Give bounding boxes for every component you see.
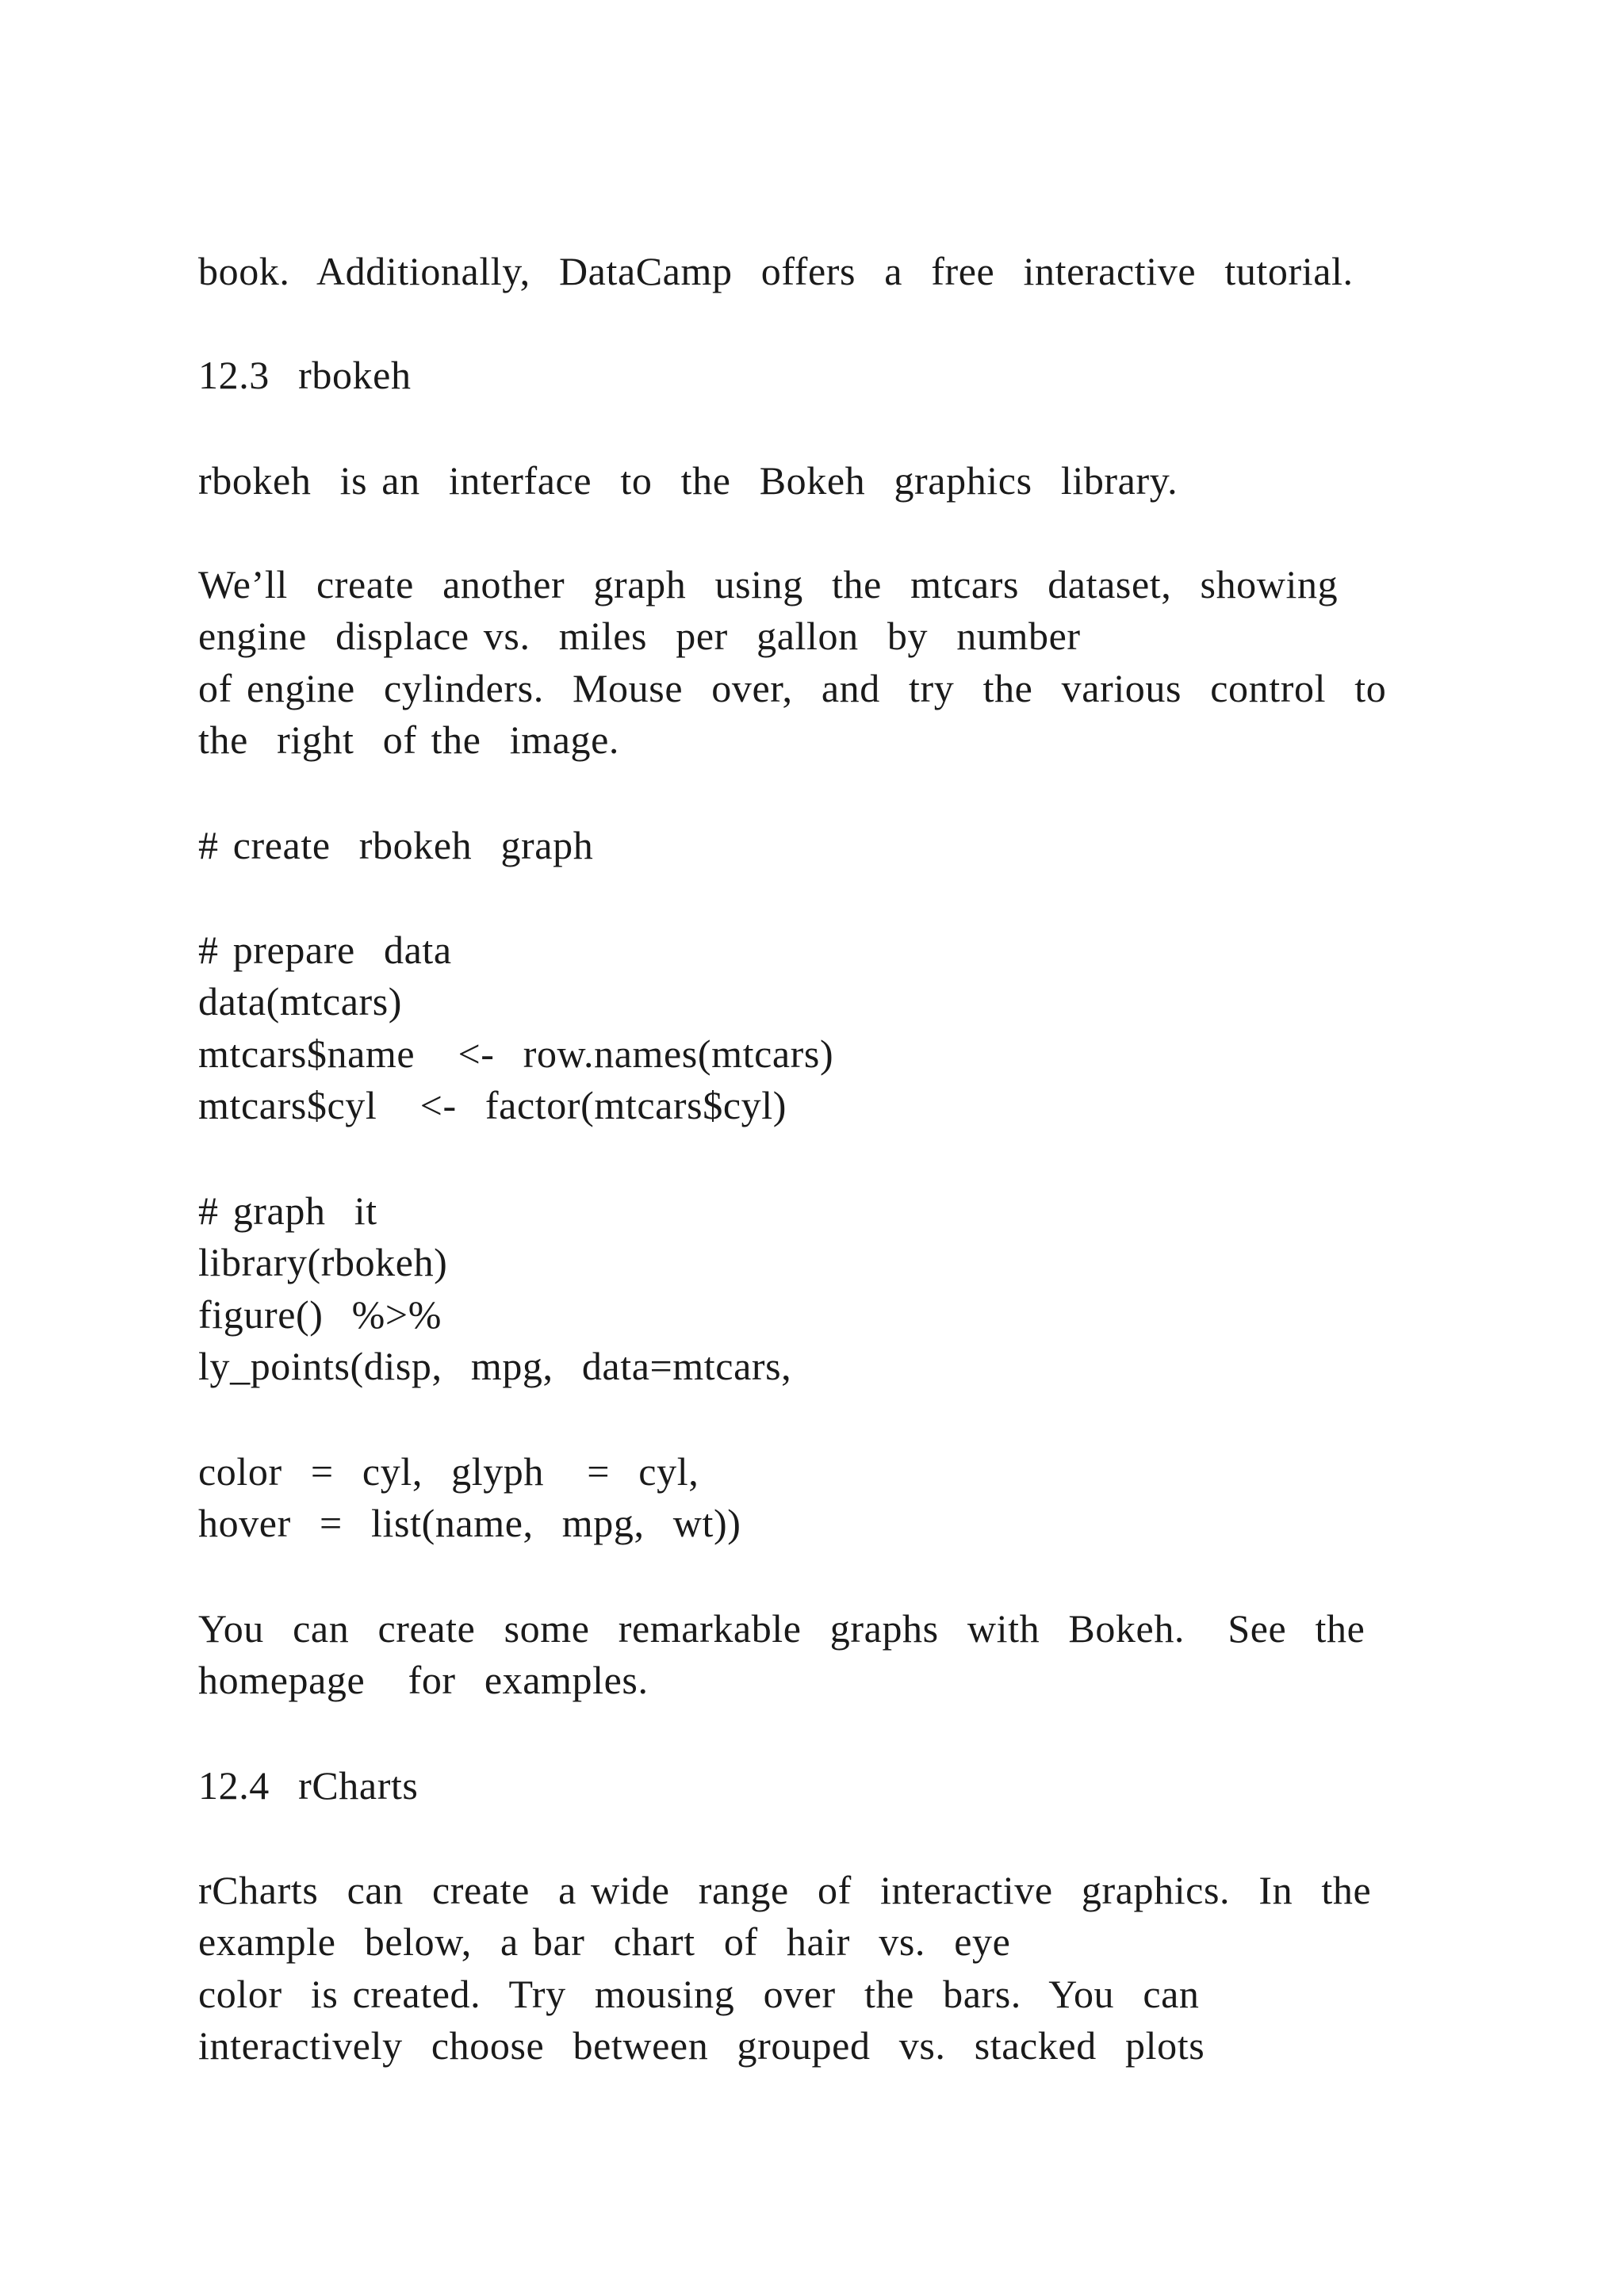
code-line: hover = list(name, mpg, wt)) (198, 1501, 741, 1545)
code-comment: # create rbokeh graph (198, 823, 594, 867)
text-line: example below, a bar chart of hair vs. eye (198, 1919, 1011, 1964)
code-line: mtcars$cyl <- factor(mtcars$cyl) (198, 1083, 787, 1127)
text-line: of engine cylinders. Mouse over, and try the various control to (198, 666, 1387, 710)
code-line: mtcars$name <- row.names(mtcars) (198, 1031, 834, 1076)
text-line: color is created. Try mousing over the bars. You can (198, 1972, 1200, 2016)
text-line: engine displace vs. miles per gallon by number (198, 614, 1081, 658)
text-line: rCharts can create a wide range of interactive graphics. In the (198, 1868, 1372, 1912)
text-line: You can create some remarkable graphs with Bokeh. See the (198, 1606, 1365, 1651)
text-line: book. Additionally, DataCamp offers a free interactive tutorial. (198, 249, 1354, 293)
text-line: homepage for examples. (198, 1658, 649, 1702)
text-line: We’ll create another graph using the mtcars dataset, showing (198, 562, 1339, 607)
section-heading: 12.3 rbokeh (198, 353, 412, 397)
text-line: rbokeh is an interface to the Bokeh graphics library. (198, 458, 1178, 503)
section-heading: 12.4 rCharts (198, 1763, 419, 1808)
code-comment: # graph it (198, 1188, 377, 1233)
code-line: data(mtcars) (198, 979, 403, 1024)
text-line: the right of the image. (198, 718, 620, 762)
code-line: library(rbokeh) (198, 1240, 448, 1284)
code-line: figure() %>% (198, 1292, 442, 1337)
code-line: ly_points(disp, mpg, data=mtcars, (198, 1344, 792, 1388)
code-comment: # prepare data (198, 928, 452, 972)
code-line: color = cyl, glyph = cyl, (198, 1449, 699, 1494)
text-line: interactively choose between grouped vs. stacked plots (198, 2023, 1205, 2068)
